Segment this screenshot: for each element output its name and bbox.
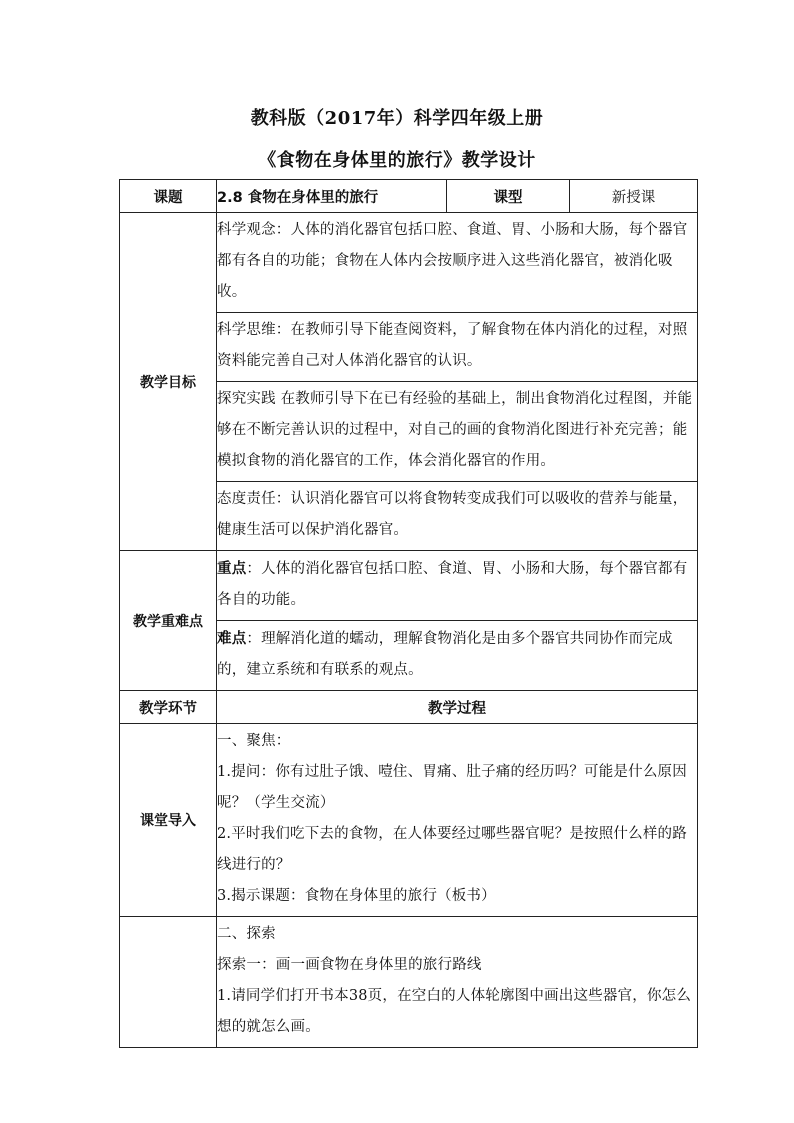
key-point	[217, 551, 698, 621]
intro-row	[120, 724, 698, 917]
type-value: 新授课	[570, 180, 698, 213]
goal-item: 探究实践 在教师引导下在已有经验的基础上，制出食物消化过程图，并能够在不断完善认识的过程中，对自己的画的食物消化图进行补充完善；能模拟食物的消化器官的工作，体会消化器官的作用。	[217, 382, 698, 482]
process-label: 教学过程	[217, 691, 698, 724]
difficult-text: ：理解消化道的蠕动，理解食物消化是由多个器官共同协作而完成的，建立系统和有联系的观点。	[217, 631, 673, 678]
type-label: 课型	[447, 180, 570, 213]
topic-value: 2.8 食物在身体里的旅行	[217, 180, 447, 213]
explore-content	[217, 917, 698, 1048]
goal-item: 科学思维：在教师引导下能查阅资料，了解食物在体内消化的过程，对照资料能完善自己对人体消化器官的认识。	[217, 313, 698, 382]
goals-row	[120, 213, 698, 313]
intro-line: 1.提问：你有过肚子饿、噎住、胃痛、肚子痛的经历吗？可能是什么原因呢？（学生交流）	[217, 764, 687, 811]
key-row	[120, 551, 698, 621]
intro-line: 一、聚焦：	[217, 733, 291, 749]
explore-line: 1.请同学们打开书本38页，在空白的人体轮廓图中画出这些器官，你怎么想的就怎么画。	[217, 988, 692, 1035]
document-subtitle: 《食物在身体里的旅行》教学设计	[258, 150, 536, 171]
explore-line: 二、探索	[217, 926, 276, 942]
intro-line: 3.揭示课题：食物在身体里的旅行（板书）	[217, 888, 496, 904]
goal-item: 科学观念：人体的消化器官包括口腔、食道、胃、小肠和大肠，每个器官都有各自的功能；食物在人体内会按顺序进入这些消化器官，被消化吸收。	[217, 213, 698, 313]
difficult-point	[217, 621, 698, 691]
explore-line: 探索一：画一画食物在身体里的旅行路线	[217, 957, 482, 973]
explore-row	[120, 917, 698, 1048]
goals-label: 教学目标	[120, 213, 217, 551]
explore-label	[120, 917, 217, 1048]
key-label: 教学重难点	[120, 551, 217, 691]
difficult-tag: 难点	[217, 630, 247, 647]
intro-label: 课堂导入	[120, 724, 217, 917]
document-title: 教科版（2017年）科学四年级上册	[250, 108, 544, 129]
goal-item: 态度责任：认识消化器官可以将食物转变成我们可以吸收的营养与能量，健康生活可以保护消化器官。	[217, 482, 698, 551]
key-point-tag: 重点	[217, 560, 247, 577]
key-point-text: ：人体的消化器官包括口腔、食道、胃、小肠和大肠，每个器官都有各自的功能。	[217, 561, 688, 608]
section-label: 教学环节	[120, 691, 217, 724]
topic-label: 课题	[120, 180, 217, 213]
intro-line: 2.平时我们吃下去的食物，在人体要经过哪些器官呢？是按照什么样的路线进行的？	[217, 826, 687, 873]
lesson-plan-table	[119, 179, 698, 1048]
process-header-row	[120, 691, 698, 724]
intro-content	[217, 724, 698, 917]
topic-row	[120, 180, 698, 213]
